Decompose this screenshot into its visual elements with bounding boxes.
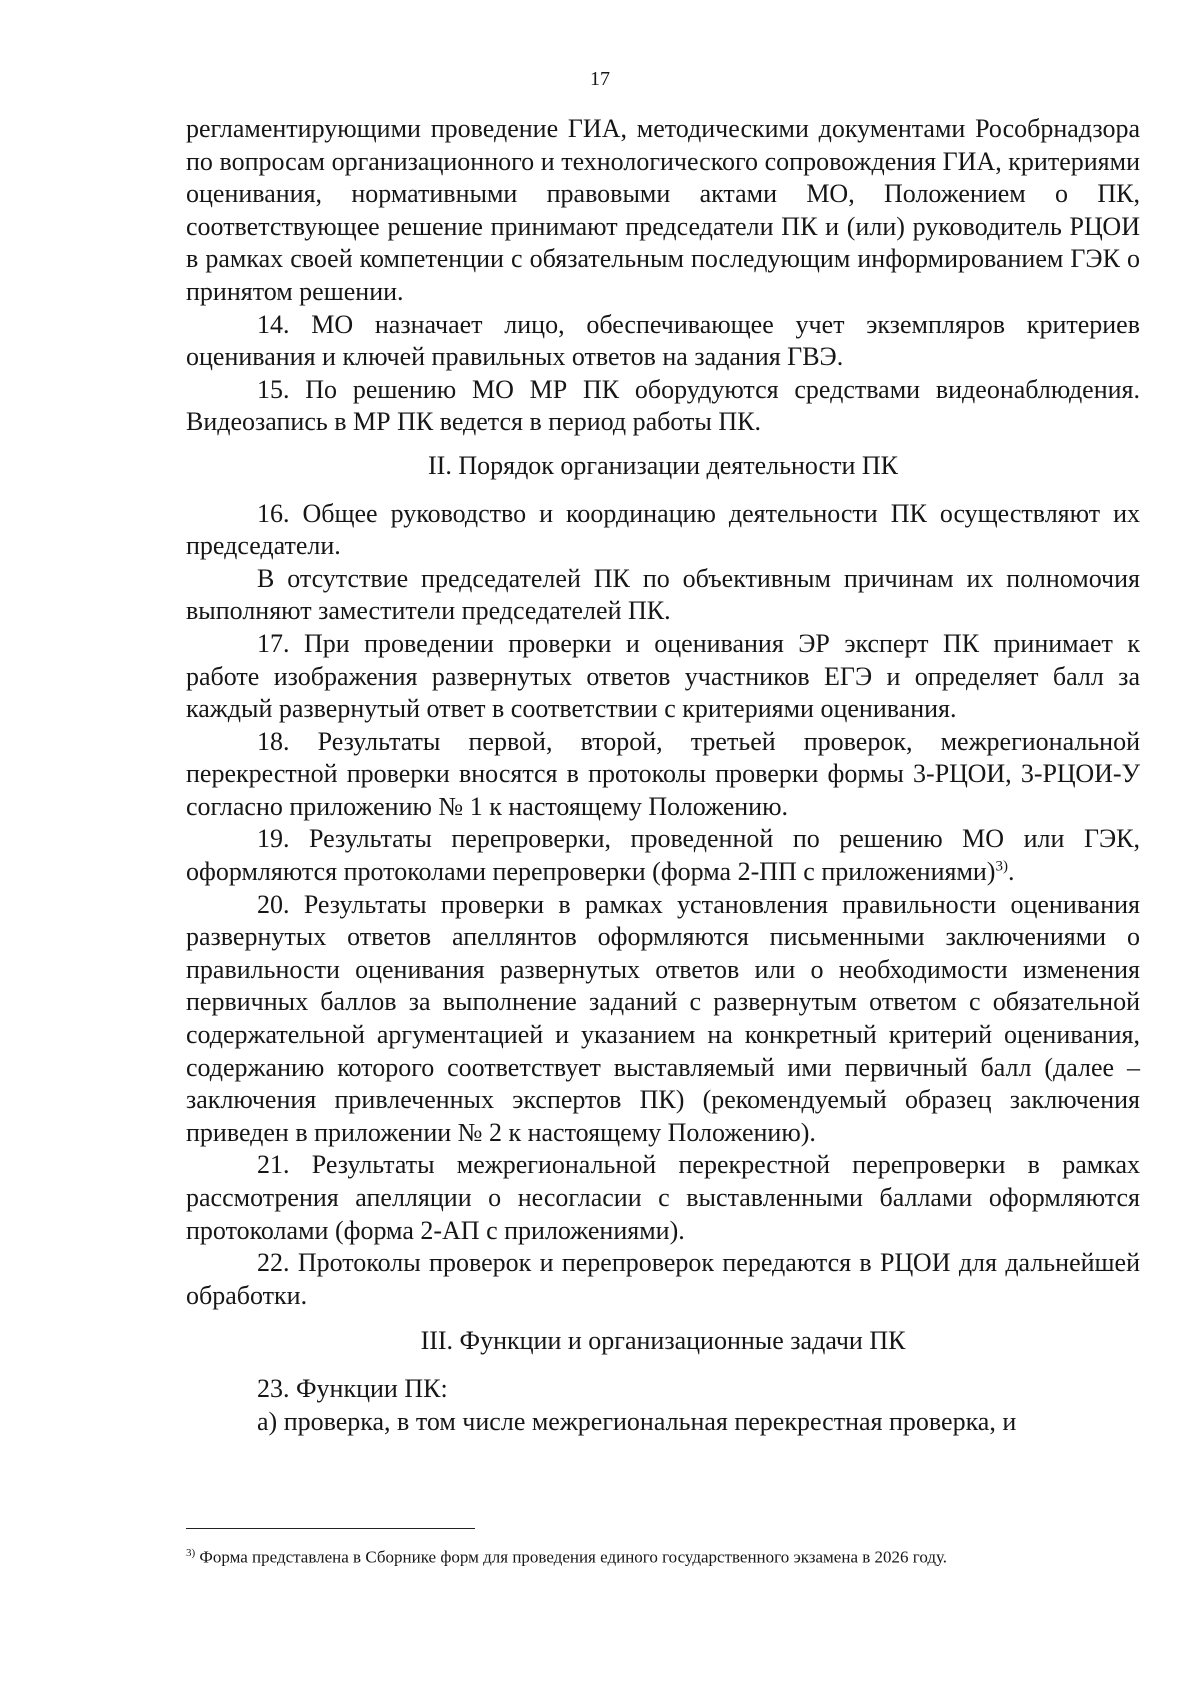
paragraph-19-text: 19. Результаты перепроверки, проведенной по решению МО или ГЭК, оформляются протоколами перепроверки (форма 2-ПП с приложениями) (186, 824, 1140, 887)
footnote-text: Форма представлена в Сборнике форм для проведения единого государственного экзамена в 2026 году. (195, 1547, 948, 1567)
footnote-marker: 3) (186, 1547, 196, 1559)
paragraph-20: 20. Результаты проверки в рамках установления правильности оценивания развернутых ответов апеллянтов оформляются письменными заключениями о правильности оценивания развернутых ответов или о необходимости изменения первичных баллов за выполнение заданий с развернутым ответом с обязательной содержательной аргументацией и указанием на конкретный критерий оценивания, содержанию которого соответствует выставляемый ими первичный балл (далее – заключения привлеченных экспертов ПК) (рекомендуемый образец заключения приведен в приложении № 2 к настоящему Положению). (186, 889, 1140, 1147)
paragraph-16-2: В отсутствие председателей ПК по объективным причинам их полномочия выполняют заместители председателей ПК. (186, 563, 1140, 626)
footnote-reference[interactable]: 3) (995, 858, 1008, 875)
section-heading-2: II. Порядок организации деятельности ПК (428, 450, 898, 480)
paragraph-17: 17. При проведении проверки и оценивания ЭР эксперт ПК принимает к работе изображения развернутых ответов участников ЕГЭ и определяет балл за каждый развернутый ответ в соответствии с критериями оценивания. (186, 628, 1140, 724)
page-number: 17 (590, 68, 610, 90)
paragraph-23-a: а) проверка, в том числе межрегиональная перекрестная проверка, и (257, 1406, 1017, 1436)
paragraph-continuation: регламентирующими проведение ГИА, методическими документами Рособрнадзора по вопросам организационного и технологического сопровождения ГИА, критериями оценивания, нормативными правовыми актами МО, Положением о ПК, соответствующее решение принимают председатели ПК и (или) руководитель РЦОИ в рамках своей компетенции с обязательным последующим информированием ГЭК о принятом решении. (186, 114, 1140, 306)
paragraph-23: 23. Функции ПК: (257, 1373, 448, 1403)
section-heading-3: III. Функции и организационные задачи ПК (420, 1326, 906, 1356)
footnote-separator (186, 1528, 475, 1529)
paragraph-14: 14. МО назначает лицо, обеспечивающее учет экземпляров критериев оценивания и ключей правильных ответов на задания ГВЭ. (186, 309, 1140, 372)
paragraph-15: 15. По решению МО МР ПК оборудуются средствами видеонаблюдения. Видеозапись в МР ПК ведется в период работы ПК. (186, 374, 1140, 437)
paragraph-21: 21. Результаты межрегиональной перекрестной перепроверки в рамках рассмотрения апелляции о несогласии с выставленными баллами оформляются протоколами (форма 2-АП с приложениями). (186, 1150, 1140, 1245)
paragraph-22: 22. Протоколы проверок и перепроверок передаются в РЦОИ для дальнейшей обработки. (186, 1248, 1140, 1310)
footnote (186, 1542, 1146, 1569)
paragraph-19-end: . (1007, 857, 1015, 887)
paragraph-16: 16. Общее руководство и координацию деятельности ПК осуществляют их председатели. (186, 498, 1140, 561)
paragraph-18: 18. Результаты первой, второй, третьей проверок, межрегиональной перекрестной проверки вносятся в протоколы проверки формы 3-РЦОИ, 3-РЦОИ-У согласно приложению № 1 к настоящему Положению. (186, 726, 1140, 821)
paragraph-19 (186, 823, 1140, 888)
document-body (186, 113, 1140, 1438)
